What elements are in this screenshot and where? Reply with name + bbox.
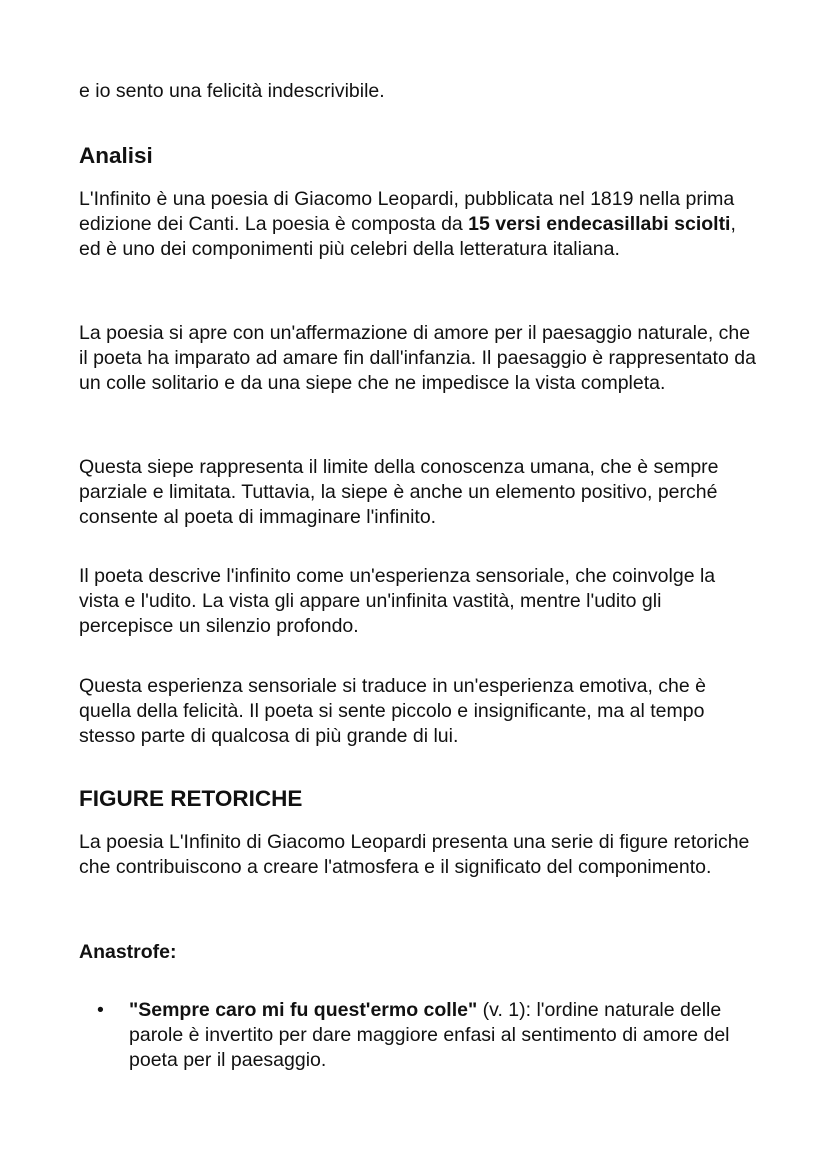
bullet-quote: "Sempre caro mi fu quest'ermo colle": [129, 999, 478, 1021]
bullet-rest: (v. 1): l'ordine naturale delle parole è invertito per dare maggiore enfasi al sentimento di amore del poeta per il paesaggio.: [129, 999, 730, 1071]
figure-intro-paragraph: La poesia L'Infinito di Giacomo Leopardi presenta una serie di figure retoriche che contribuiscono a creare l'atmosfera e il significato del componimento.: [79, 831, 750, 878]
analisi-paragraph-1: [79, 187, 759, 262]
anastrofe-label: [79, 940, 759, 965]
analisi-p1-before: L'Infinito è una poesia di Giacomo Leopardi, pubblicata nel 1819 nella prima edizione dei Canti. La poesia è composta da: [79, 188, 735, 235]
analisi-paragraph-5: Questa esperienza sensoriale si traduce in un'esperienza emotiva, che è quella della felicità. Il poeta si sente piccolo e insignificante, ma al tempo stesso parte di qualcosa di più grande di lui.: [79, 675, 706, 747]
analisi-paragraph-2: La poesia si apre con un'affermazione di amore per il paesaggio naturale, che il poeta ha imparato ad amare fin dall'infanzia. Il paesaggio è rappresentato da un colle solitario e da una siepe che ne impedisce la vista completa.: [79, 322, 756, 394]
analisi-p1-bold: 15 versi endecasillabi sciolti: [468, 213, 731, 235]
list-item: [129, 998, 769, 1073]
analisi-heading: Analisi: [79, 143, 153, 168]
anastrofe-label-text: Anastrofe:: [79, 941, 177, 963]
figure-retoriche-heading: FIGURE RETORICHE: [79, 786, 303, 811]
analisi-paragraph-3: Questa siepe rappresenta il limite della conoscenza umana, che è sempre parziale e limitata. Tuttavia, la siepe è anche un elemento positivo, perché consente al poeta di immaginare l'infinito.: [79, 456, 719, 528]
analisi-p1-after: , ed è uno dei componimenti più celebri della letteratura italiana.: [79, 213, 736, 260]
analisi-paragraph-4: Il poeta descrive l'infinito come un'esperienza sensoriale, che coinvolge la vista e l'udito. La vista gli appare un'infinita vastità, mentre l'udito gli percepisce un silenzio profondo.: [79, 565, 716, 637]
bullet-marker: •: [97, 999, 104, 1021]
intro-line: e io sento una felicità indescrivibile.: [79, 80, 385, 102]
